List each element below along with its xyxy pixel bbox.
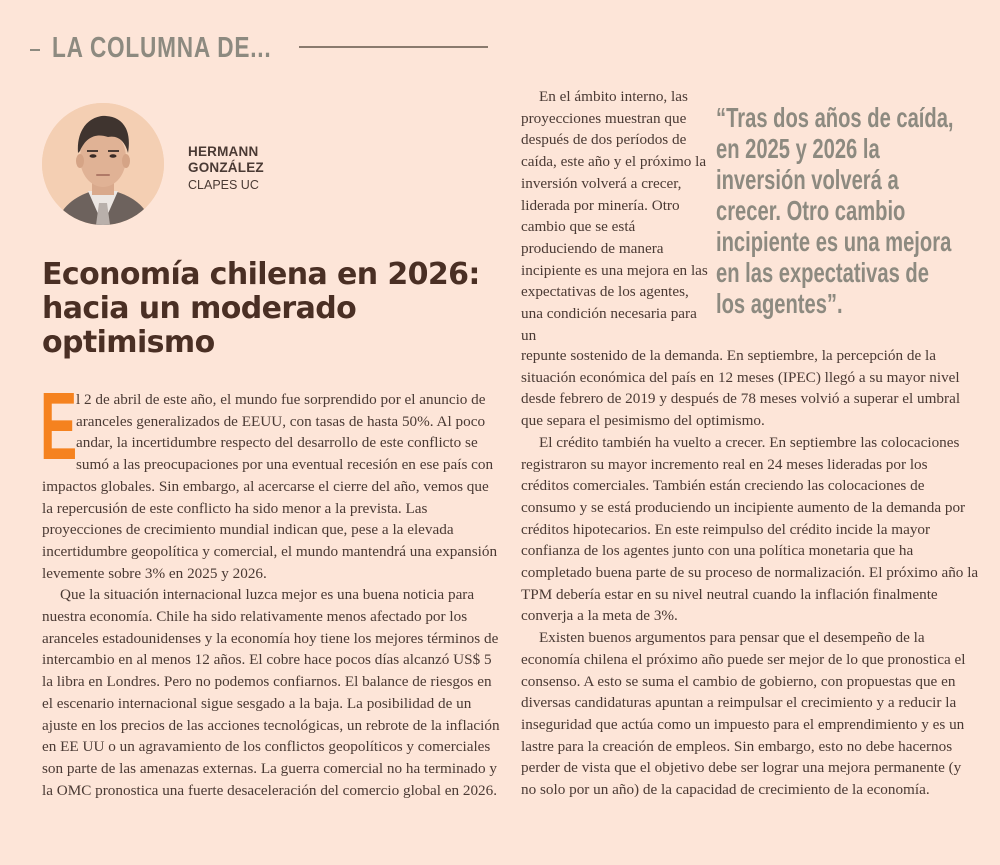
author-info <box>188 144 264 194</box>
author-affiliation: CLAPES UC <box>188 178 259 192</box>
paragraph-3-top: En el ámbito interno, las proyecciones muestran que después de dos períodos de caída, este año y el próximo la inversión volverá a crecer, liderada por minería. Otro cambio que se está produciendo de manera incipiente es una mejora en las expectativas de los agentes, una condición necesaria para un <box>521 88 708 344</box>
paragraph-4: El crédito también ha vuelto a crecer. En septiembre las colocaciones registraron su mayor incremento real en 24 meses lideradas por los créditos comerciales. También están creciendo las colocaciones de consumo y se está produciendo un incipiente aumento de la demanda por créditos hipotecarios. En este reimpulso del crédito incide la mayor confianza de los agentes junto con una política monetaria que ha completado buena parte de su proceso de normalización. El próximo año la TPM debería estar en su nivel neutral cuando la inflación finalmente converja a la meta de 3%. <box>521 433 979 625</box>
author-name-last: GONZÁLEZ <box>188 160 264 175</box>
article-column-right-top <box>521 86 711 346</box>
pull-quote: “Tras dos años de caída, en 2025 y 2026 la inversión volverá a crecer. Otro cambio incipiente es una mejora en las expectativas de los agentes”. <box>716 102 954 319</box>
article-column-right-bottom <box>521 345 979 801</box>
article-headline: Economía chilena en 2026: hacia un moderado optimismo <box>42 257 480 360</box>
author-portrait-icon <box>42 103 164 225</box>
author-avatar <box>42 103 164 225</box>
paragraph-5: Existen buenos argumentos para pensar que el desempeño de la economía chilena el próximo año puede ser mejor de lo que pronostica el consenso. A esto se suma el cambio de gobierno, con propuestas que en diversas candidaturas apuntan a reimpulsar el crecimiento y a reducir la inseguridad que actúa como un impuesto para el emprendimiento y es un lastre para la creación de empleos. Sin embargo, esto no debe hacernos perder de vista que el objetivo debe ser lograr una mejora permanente (y no solo por un año) de la capacidad de crecimiento de la economía. <box>521 629 966 799</box>
paragraph-3-bottom: repunte sostenido de la demanda. En septiembre, la percepción de la situación económica del país en 12 meses (IPEC) llegó a su mayor nivel desde febrero de 2019 y después de 78 meses volvió a superar el umbral que separa el pesimismo del optimismo. <box>521 347 961 430</box>
section-divider <box>299 46 488 48</box>
paragraph-2: Que la situación internacional luzca mejor es una buena noticia para nuestra economía. Chile ha sido relativamente menos afectado por los aranceles estadounidenses y la economía hoy tiene los mejores términos de intercambio en al menos 12 años. El cobre hace pocos días alcanzó US$ 5 la libra en Londres. Pero no podemos confiarnos. El balance de riesgos en el escenario internacional sigue sesgado a la baja. La posibilidad de un ajuste en los precios de las acciones tecnológicas, un rebrote de la inflación en EE UU o un agravamiento de los conflictos geopolíticos y comerciales son parte de las amenazas externas. La guerra comercial no ha terminado y la OMC pronostica una fuerte desaceleración del comercio global en 2026. <box>42 586 500 799</box>
drop-cap: E <box>40 373 78 480</box>
paragraph-1: l 2 de abril de este año, el mundo fue sorprendido por el anuncio de aranceles generalizados de EEUU, con tasas de hasta 50%. Al poco andar, la incertidumbre respecto del desarrollo de este conflicto se sumó a las preocupaciones por una eventual recesión en ese país con impactos globales. Sin embargo, al acercarse el cierre del año, vemos que la repercusión de este conflicto ha sido menor a la prevista. Las proyecciones de crecimiento mundial indican que, pese a la elevada incertidumbre geopolítica y comercial, el mundo mantendrá una expansión levemente sobre 3% en 2025 y 2026. <box>42 391 498 582</box>
article-column-left <box>40 373 502 801</box>
author-name-first: HERMANN <box>188 144 259 159</box>
author-block <box>42 103 264 225</box>
section-label: LA COLUMNA DE... <box>52 32 272 64</box>
section-dash <box>30 49 40 51</box>
section-header <box>30 34 333 63</box>
